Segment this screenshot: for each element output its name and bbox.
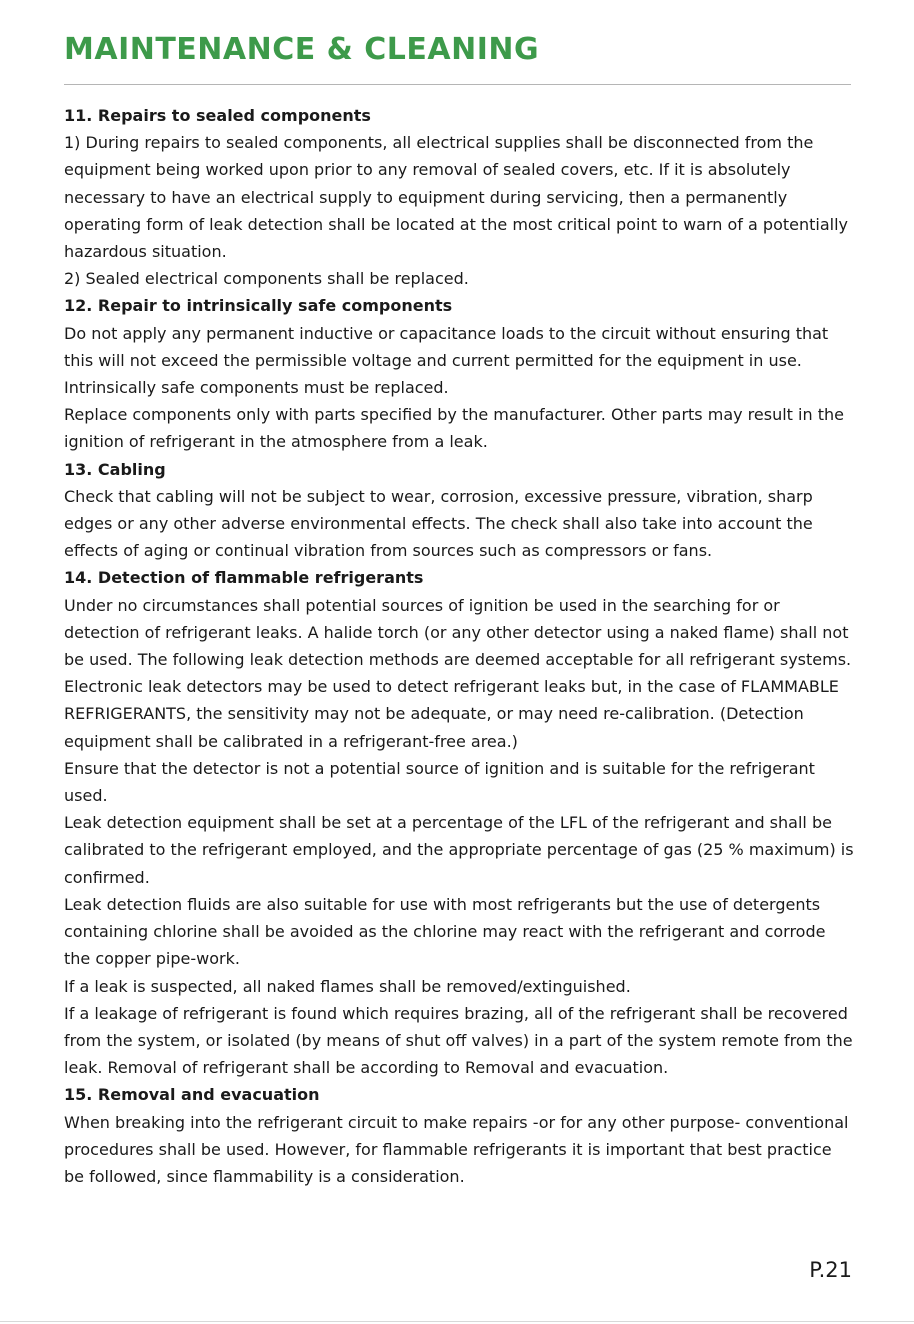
section-intrinsically-safe-components bbox=[64, 292, 854, 455]
paragraph: Leak detection fluids are also suitable for use with most refrigerants but the use of detergents containing chlorine shall be avoided as the chlorine may react with the refrigerant and corrode the copper pipe-work. bbox=[64, 894, 826, 969]
section-heading: 12. Repair to intrinsically safe components bbox=[64, 296, 453, 316]
page-number: P.21 bbox=[809, 1258, 852, 1282]
page-bottom-edge bbox=[0, 1321, 914, 1322]
section-cabling bbox=[64, 456, 854, 565]
section-heading: 14. Detection of flammable refrigerants bbox=[64, 568, 424, 588]
paragraph: Leak detection equipment shall be set at a percentage of the LFL of the refrigerant and shall be calibrated to the refrigerant employed, and the appropriate percentage of gas (25 % maximum) is confirmed. bbox=[64, 813, 854, 887]
paragraph: 1) During repairs to sealed components, all electrical supplies shall be disconnected from the equipment being worked upon prior to any removal of sealed covers, etc. If it is absolutely necessary to have an electrical supply to equipment during servicing, then a permanently operating form of leak detection shall be located at the most critical point to warn of a potentially hazardous situation. bbox=[64, 133, 848, 262]
paragraph: When breaking into the refrigerant circuit to make repairs -or for any other purpose- conventional procedures shall be used. However, for flammable refrigerants it is important that best practice be followed, since flammability is a consideration. bbox=[64, 1112, 849, 1186]
paragraph: 2) Sealed electrical components shall be replaced. bbox=[64, 269, 469, 289]
section-removal-evacuation bbox=[64, 1081, 854, 1190]
paragraph: Check that cabling will not be subject to wear, corrosion, excessive pressure, vibration, sharp edges or any other adverse environmental effects. The check shall also take into account the effects of aging or continual vibration from sources such as compressors or fans. bbox=[64, 486, 813, 561]
section-heading: 11. Repairs to sealed components bbox=[64, 106, 371, 125]
document-body bbox=[64, 102, 854, 1190]
section-repairs-sealed-components bbox=[64, 102, 854, 292]
paragraph: Ensure that the detector is not a potential source of ignition and is suitable for the refrigerant used. bbox=[64, 758, 815, 806]
section-detection-flammable-refrigerants bbox=[64, 564, 854, 1081]
paragraph: If a leakage of refrigerant is found which requires brazing, all of the refrigerant shall be recovered from the system, or isolated (by means of shut off valves) in a part of the system remote from the leak. Removal of refrigerant shall be according to Removal and evacuation. bbox=[64, 1003, 853, 1078]
paragraph: If a leak is suspected, all naked flames shall be removed/extinguished. bbox=[64, 976, 631, 996]
paragraph: Do not apply any permanent inductive or capacitance loads to the circuit without ensuring that this will not exceed the permissible voltage and current permitted for the equipment in use. Intrinsically safe components must be replaced. bbox=[64, 323, 829, 398]
paragraph: Under no circumstances shall potential sources of ignition be used in the searching for or detection of refrigerant leaks. A halide torch (or any other detector using a naked flame) shall not be used. The following leak detection methods are deemed acceptable for all refrigerant systems. Electronic leak detectors may be used to detect refrigerant leaks but, in the case of FLAMMABLE REFRIGERANTS, the sensitivity may not be adequate, or may need re-calibration. (Detection equipment shall be calibrated in a refrigerant-free area.) bbox=[64, 595, 852, 751]
section-heading: 13. Cabling bbox=[64, 459, 166, 479]
page-title: MAINTENANCE & CLEANING bbox=[64, 32, 540, 67]
section-heading: 15. Removal and evacuation bbox=[64, 1085, 320, 1105]
paragraph: Replace components only with parts specified by the manufacturer. Other parts may result in the ignition of refrigerant in the atmosphere from a leak. bbox=[64, 405, 844, 452]
title-divider bbox=[64, 84, 851, 85]
